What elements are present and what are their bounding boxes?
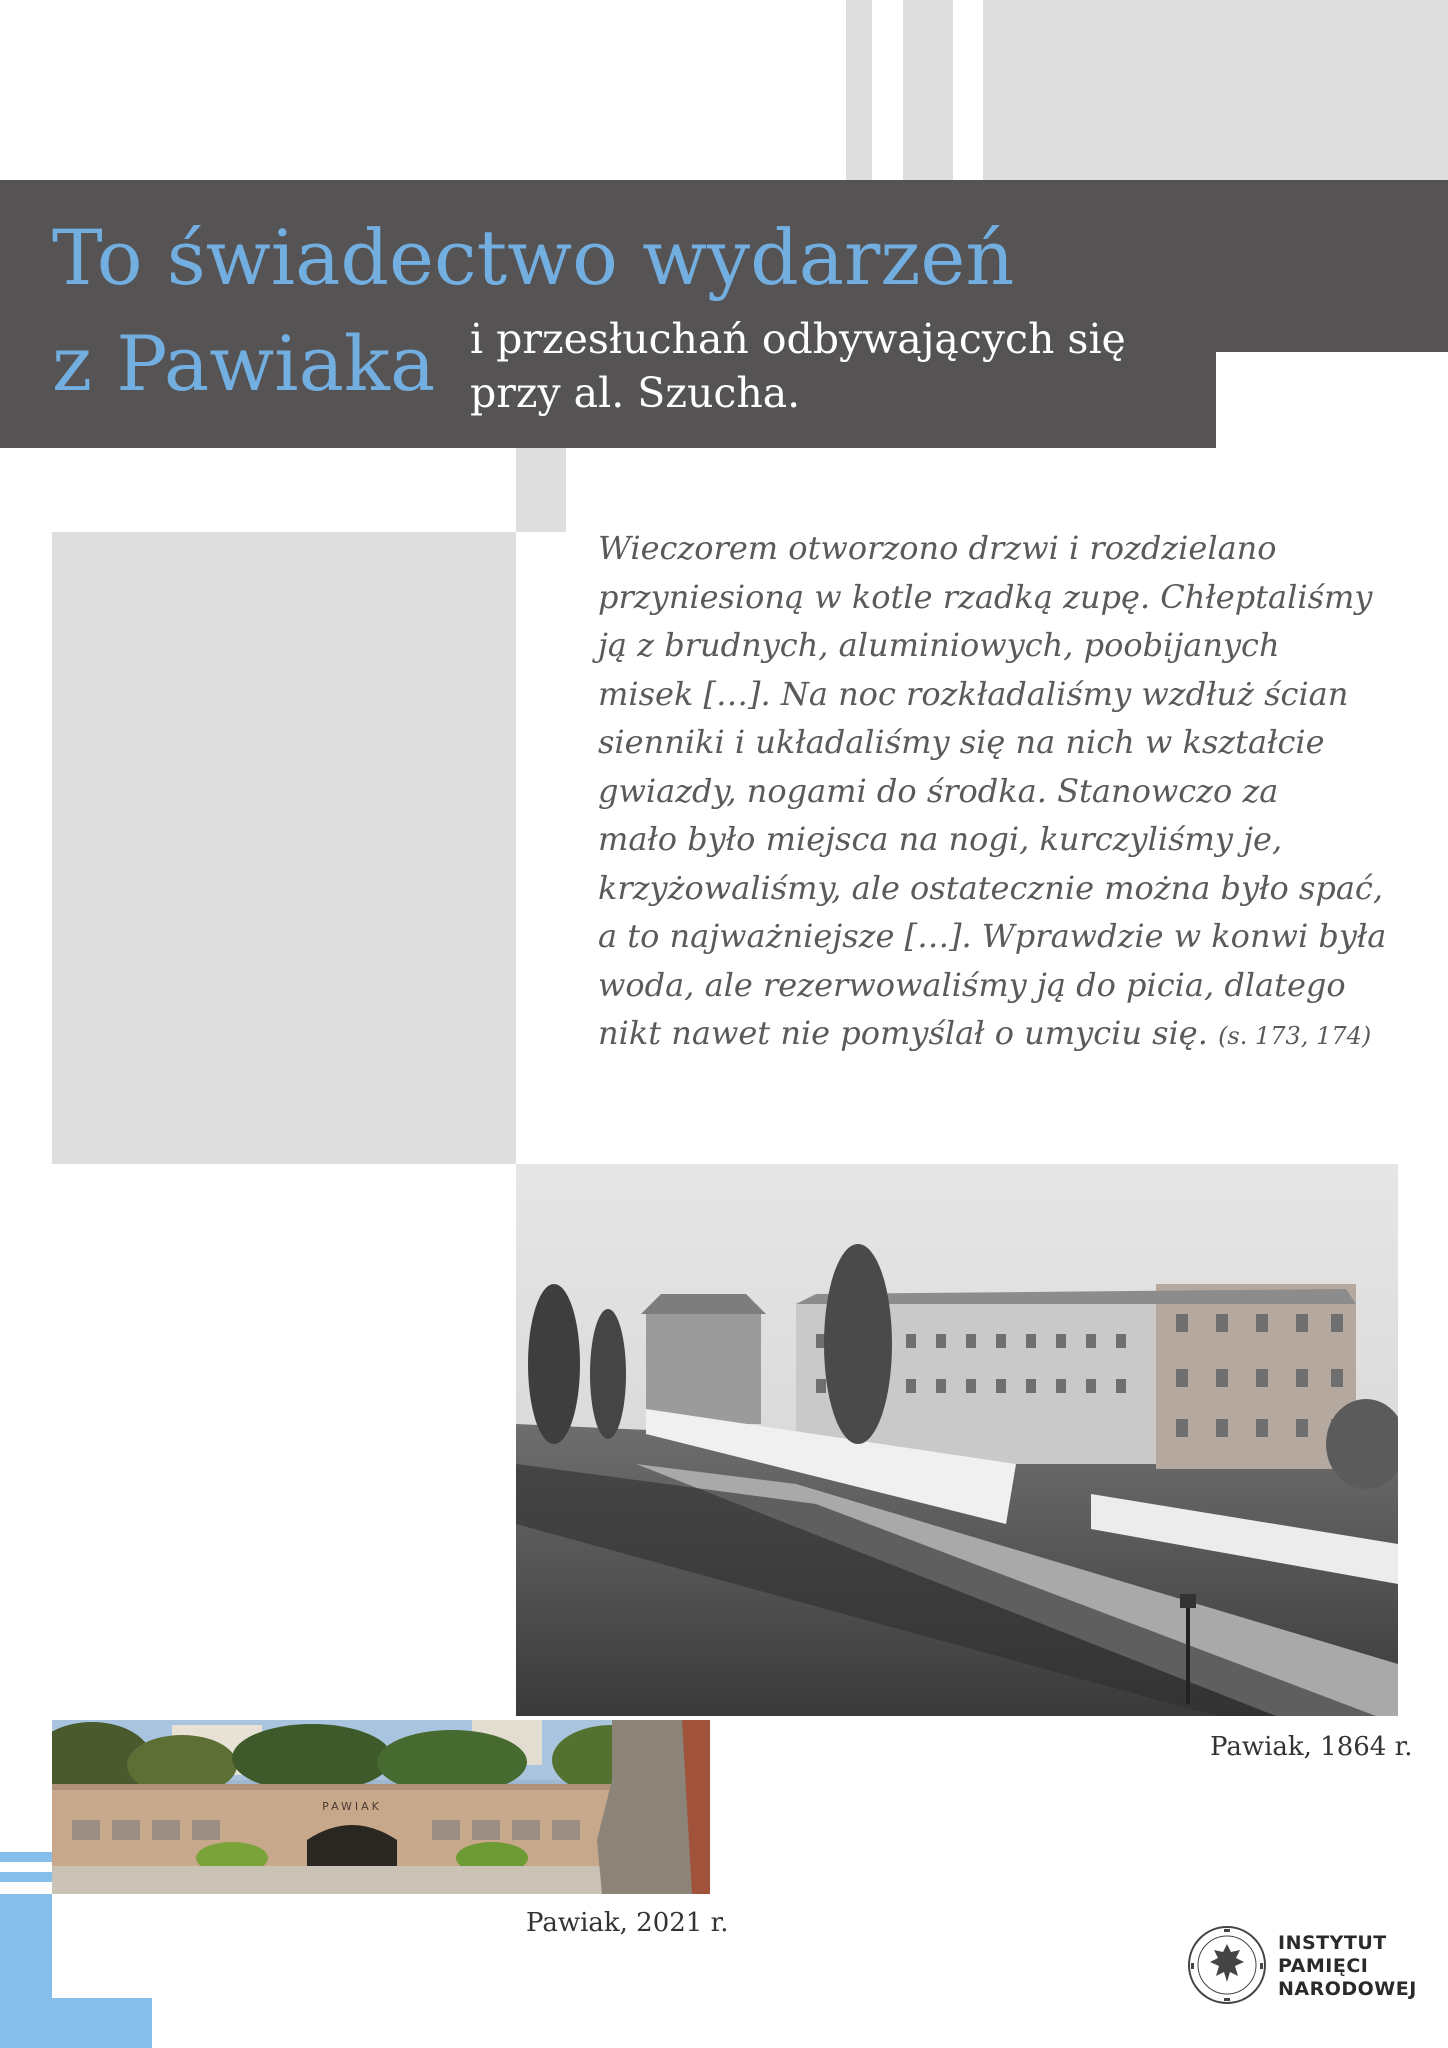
historic-photo-illustration — [516, 1164, 1398, 1716]
logo-line-2: PAMIĘCI — [1278, 1955, 1369, 1977]
quote-line-1: Wieczorem otworzono drzwi i rozdzielano — [598, 529, 1277, 567]
testimony-quote — [598, 524, 1387, 1061]
logo-line-1: INSTYTUT — [1278, 1932, 1387, 1954]
modern-photo-caption: Pawiak, 2021 r. — [526, 1908, 729, 1938]
modern-photo-pawiak-2021 — [52, 1720, 710, 1894]
quote-line-10: woda, ale rezerwowaliśmy ją do picia, dlatego — [598, 965, 1346, 1004]
quote-line-11-text: nikt nawet nie pomyślał o umyciu się. — [598, 1014, 1208, 1052]
quote-line-6: gwiazdy, nogami do środka. Stanowczo za — [598, 771, 1279, 810]
quote-reference: (s. 173, 174) — [1218, 1022, 1372, 1050]
decor-blue-stripe-2 — [0, 1872, 52, 1882]
page-subtitle-line-2: przy al. Szucha. — [470, 369, 801, 417]
decor-small-square — [516, 448, 566, 532]
decor-stripe-2 — [903, 0, 953, 180]
ipn-logo — [1186, 1924, 1417, 2010]
quote-line-7: mało było miejsca na nogi, kurczyliśmy je, — [598, 820, 1283, 858]
quote-line-5: sienniki i układaliśmy się na nich w kształcie — [598, 723, 1325, 761]
quote-line-8: krzyżowaliśmy, ale ostatecznie można było spać, — [598, 868, 1383, 907]
decor-large-block — [52, 532, 516, 1164]
ipn-logo-text — [1278, 1932, 1417, 2001]
page-title-line-2: z Pawiaka — [52, 319, 436, 408]
historic-photo-pawiak-1864 — [516, 1164, 1398, 1716]
historic-photo-caption: Pawiak, 1864 r. — [1210, 1732, 1413, 1762]
decor-stripe-3 — [983, 0, 1448, 180]
logo-line-3: NARODOWEJ — [1278, 1978, 1417, 2000]
quote-line-9: a to najważniejsze […]. Wprawdzie w konwi była — [598, 917, 1387, 955]
quote-line-4: misek […]. Na noc rozkładaliśmy wzdłuż ścian — [598, 674, 1349, 713]
modern-photo-sign: PAWIAK — [322, 1800, 382, 1813]
decor-blue-block — [0, 1894, 52, 1998]
quote-line-11 — [598, 1009, 1378, 1061]
header-banner-extension — [1216, 180, 1448, 352]
decor-blue-block-bottom — [0, 1998, 152, 2048]
decor-blue-stripe-1 — [0, 1852, 52, 1862]
quote-line-2: przyniesioną w kotle rzadką zupę. Chłeptaliśmy — [598, 577, 1373, 616]
modern-photo-illustration — [52, 1720, 710, 1894]
page-title-line-1: To świadectwo wydarzeń — [52, 213, 1015, 302]
decor-stripe-1 — [846, 0, 872, 180]
eagle-seal-icon — [1186, 1924, 1268, 2006]
page-subtitle-line-1: i przesłuchań odbywających się — [470, 315, 1126, 363]
quote-line-3: ją z brudnych, aluminiowych, poobijanych — [598, 626, 1280, 664]
